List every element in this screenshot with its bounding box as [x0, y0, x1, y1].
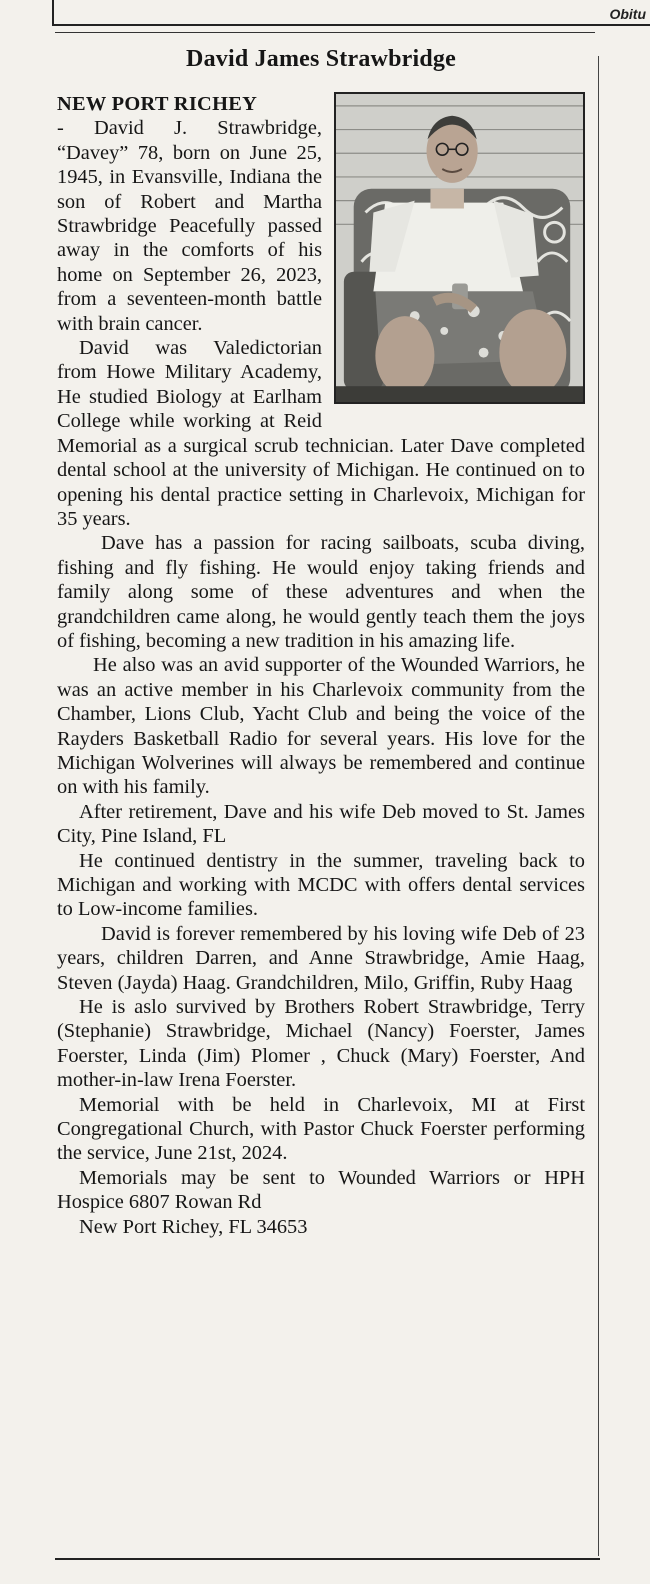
- paragraph-dentistry: He continued dentistry in the summer, traveling back to Michigan and working with MCDC with offers dental services to Low-income families.: [57, 849, 585, 921]
- paragraph-community: He also was an avid supporter of the Wounded Warriors, he was an active member in his Charlevoix community from the Chamber, Lions Club, Yacht Club and being the voice of the Rayders Basketball Radio for several years. His love for the Michigan Wolverines will always be remembered and continue on with his family.: [57, 654, 585, 799]
- paragraph-survived-siblings: He is aslo survived by Brothers Robert Strawbridge, Terry (Stephanie) Strawbridge, Michael (Nancy) Foerster, James Foerster, Linda (Jim) Plomer , Chuck (Mary) Foerster, And mother-in-law Irena Foerster.: [57, 996, 585, 1092]
- dateline: NEW PORT RICHEY: [57, 93, 258, 115]
- paragraph-survived-family: David is forever remembered by his loving wife Deb of 23 years, children Darren, and Anne Strawbridge, Amie Haag, Steven (Jayda) Haag. Grandchildren, Milo, Griffin, Ruby Haag: [57, 922, 585, 994]
- section-tag: Obitu: [609, 6, 646, 22]
- bottom-rule: [55, 1558, 600, 1560]
- previous-article-border: [52, 0, 650, 26]
- header-rule: [55, 32, 595, 33]
- paragraph-address: New Port Richey, FL 34653: [79, 1215, 308, 1238]
- obituary-headline: David James Strawbridge: [186, 46, 456, 72]
- lead-text: - David J. Strawbridge, “Davey” 78, born on June 25, 1945, in Evansville, Indiana the son of Robert and Martha Strawbridge Peacefully passed away in the comforts of his home on September 26, 2023, from a seventeen-month battle with brain cancer.: [57, 117, 322, 335]
- paragraph-education: David was Valedictorian from Howe Military Academy, He studied Biology at Earlham College while working at Reid Memorial as a surgical scrub technician. Later Dave completed dental school at the university of Michigan. He continued on to opening his dental practice setting in Charlevoix, Michigan for 35 years.: [57, 337, 585, 530]
- paragraph-memorial-service: Memorial with be held in Charlevoix, MI at First Congregational Church, with Pastor Chuck Foerster performing the service, June 21st, 2024.: [57, 1093, 585, 1165]
- paragraph-retirement: After retirement, Dave and his wife Deb moved to St. James City, Pine Island, FL: [57, 800, 585, 848]
- obituary-body: [57, 92, 585, 1239]
- column-rule: [598, 56, 599, 1556]
- paragraph-hobbies: Dave has a passion for racing sailboats, scuba diving, fishing and fly fishing. He would enjoy taking friends and family along some of these adventures and when the grandchildren came along, he would gently teach them the joys of fishing, becoming a new tradition in his amazing life.: [57, 532, 585, 652]
- portrait-photo: [334, 92, 585, 404]
- portrait-photo-image: [336, 94, 583, 402]
- paragraph-memorial-donations: Memorials may be sent to Wounded Warriors or HPH Hospice 6807 Rowan Rd: [57, 1166, 585, 1214]
- obituary-article: [57, 44, 585, 1239]
